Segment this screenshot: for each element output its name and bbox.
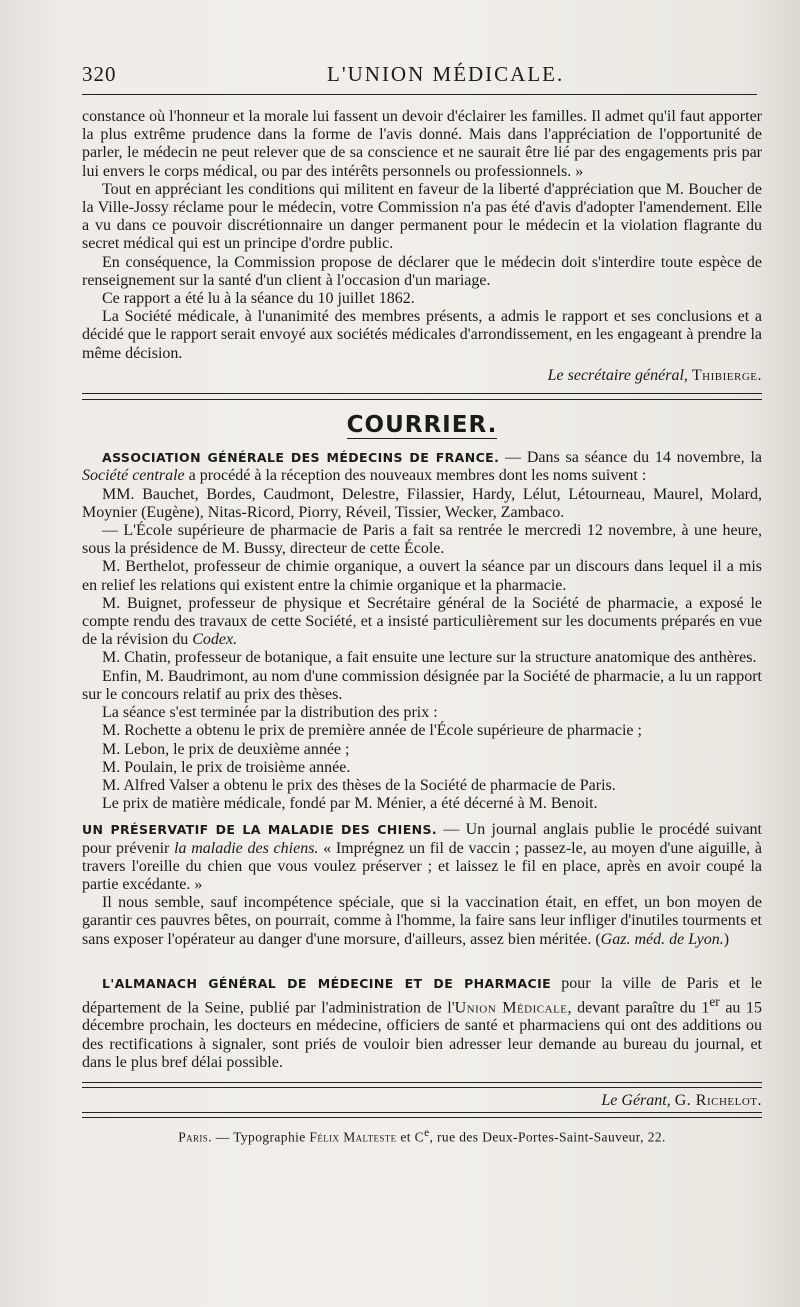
- section-divider: [82, 393, 762, 400]
- prize-item: M. Rochette a obtenu le prix de première année de l'École supérieure de pharmacie ;: [102, 722, 642, 740]
- running-title: L'UNION MÉDICALE.: [327, 62, 565, 86]
- footer-rule: [82, 1112, 762, 1118]
- prize-item: M. Alfred Valser a obtenu le prix des thèses de la Société de pharmacie de Paris.: [102, 776, 616, 794]
- prize-item: M. Poulain, le prix de troisième année.: [102, 758, 351, 776]
- matiere-paragraph: Le prix de matière médicale, fondé par M. Ménier, a été décerné à M. Benoit.: [102, 795, 598, 813]
- footer-city: Paris.: [178, 1129, 212, 1145]
- preservatif-section: [82, 821, 762, 948]
- members-list: MM. Bauchet, Bordes, Caudmont, Delestre, Filassier, Hardy, Lélut, Létourneau, Maurel, Molard, Moynier (Eugène), Nitas-Ricord, Piorry, Réveil, Tissier, Wecker, Zambaco.: [82, 485, 762, 521]
- header-rule: [82, 94, 757, 95]
- continuation-paragraph: Tout en appréciant les conditions qui militent en faveur de la liberté d'appréciation que M. Boucher de la Ville-Jossy réclame pour le médecin, votre Commission n'a pas été d'avis d'adopter l'amendement. Elle a vu dans ce pouvoir discrétionnaire un danger permanent pour le médecin et la violation flagrante du secret médical qui est un principe d'ordre public.: [82, 180, 762, 253]
- page-number: 320: [82, 62, 117, 86]
- journal-name: Union Médicale: [454, 999, 568, 1017]
- signature-role: Le secrétaire général,: [547, 366, 688, 384]
- preservatif-title: UN PRÉSERVATIF DE LA MALADIE DES CHIENS.: [82, 822, 438, 838]
- ecole-paragraph: — L'École supérieure de pharmacie de Paris a fait sa rentrée le mercredi 12 novembre, à une heure, sous la présidence de M. Bussy, directeur de cette École.: [82, 522, 762, 558]
- preservatif-paragraph: UN PRÉSERVATIF DE LA MALADIE DES CHIENS. — Un journal anglais publie le procédé suivant pour prévenir la maladie des chiens. « Imprégnez un fil de vaccin ; passez-le, au moyen d'une aiguille, à travers l'oreille du chien que vous voulez préserver ; et laissez le fil en place, après en avoir coupé la partie excédante. »: [82, 821, 762, 893]
- heading-rule: [347, 438, 497, 439]
- gerant-role: Le Gérant,: [601, 1092, 671, 1110]
- page-header: [82, 60, 762, 90]
- gerant-name: G. Richelot.: [674, 1092, 762, 1110]
- preservatif-comment: Il nous semble, sauf incompétence spéciale, que si la vaccination était, en effet, un bon moyen de garantir ces pauvres bêtes, on pourrait, comme à l'homme, la faire sans leur infliger d'inutiles tourments et sans exposer l'opérateur au danger d'une morsure, d'ailleurs, assez bien méritée. (Gaz. méd. de Lyon.): [82, 894, 762, 948]
- almanach-section: [82, 975, 762, 1072]
- continuation-paragraph: constance où l'honneur et la morale lui fassent un devoir d'éclairer les familles. Il admet qu'il faut apporter la plus extrême prudence dans la forme de l'avis donné. Mais dans l'appréciation de l'opportunité de parler, le médecin ne peut relever que de sa conscience et ne saurait être lié par des engagements pris par lui envers le corps médical, ou par des intérêts personnels ou professionnels. »: [82, 108, 762, 180]
- page-body: [82, 108, 762, 1147]
- continuation-paragraph: En conséquence, la Commission propose de déclarer que le médecin doit s'interdire toute espèce de renseignement sur la santé d'un client à l'occasion d'un mariage.: [82, 253, 762, 289]
- almanach-paragraph: L'ALMANACH GÉNÉRAL DE MÉDECINE ET DE PHARMACIE pour la ville de Paris et le département de la Seine, publié par l'administration de l'Union Médicale, devant paraître du 1er au 15 décembre prochain, les docteurs en médecine, officiers de santé et pharmaciens qui ont des additions ou des rectifications à signaler, sont priés de vouloir bien adresser leur demande au bureau du journal, et dans le plus bref délai possible.: [82, 974, 763, 1071]
- gerant-signature: [82, 1092, 762, 1110]
- buignet-paragraph: M. Buignet, professeur de physique et Secrétaire général de la Société de pharmacie, a exposé le compte rendu des travaux de cette Société, et a insisté particulièrement sur les documents préparés en vue de la révision du Codex.: [82, 594, 762, 649]
- printer-name: Félix Malteste: [309, 1129, 397, 1145]
- baudrimont-paragraph: Enfin, M. Baudrimont, au nom d'une commission désignée par la Société de pharmacie, a lu un rapport sur le concours relatif au prix des thèses.: [82, 667, 762, 703]
- berthelot-paragraph: M. Berthelot, professeur de chimie organique, a ouvert la séance par un discours dans lequel il a mis en relief les relations qui existent entre la chimie organique et la pharmacie.: [82, 558, 762, 594]
- courrier-section: [82, 449, 762, 813]
- continuation-paragraph: La Société médicale, à l'unanimité des membres présents, a admis le rapport et ses conclusions et a décidé que le rapport serait envoyé aux sociétés médicales d'arrondissement, en les engageant à prendre la même décision.: [82, 308, 762, 362]
- signature-name: Thibierge.: [691, 366, 762, 384]
- end-rule: [82, 1082, 762, 1088]
- secretary-signature: [82, 367, 762, 385]
- almanach-title: L'ALMANACH GÉNÉRAL DE MÉDECINE ET DE PHARMACIE: [102, 975, 552, 991]
- association-title: ASSOCIATION GÉNÉRALE DES MÉDECINS DE FRANCE.: [102, 450, 500, 466]
- section-heading-courrier: COURRIER.: [346, 412, 498, 439]
- prize-item: M. Lebon, le prix de deuxième année ;: [102, 740, 350, 758]
- seance-paragraph: La séance s'est terminée par la distribution des prix :: [102, 704, 438, 722]
- printer-footer: Paris. — Typographie Félix Malteste et Ce, rue des Deux-Portes-Saint-Sauveur, 22.: [178, 1127, 666, 1145]
- association-paragraph: ASSOCIATION GÉNÉRALE DES MÉDECINS DE FRANCE. — Dans sa séance du 14 novembre, la Société centrale a procédé à la réception des nouveaux membres dont les noms suivent :: [82, 449, 762, 485]
- continuation-paragraph: Ce rapport a été lu à la séance du 10 juillet 1862.: [102, 290, 415, 308]
- chatin-paragraph: M. Chatin, professeur de botanique, a fait ensuite une lecture sur la structure anatomique des anthères.: [102, 649, 757, 667]
